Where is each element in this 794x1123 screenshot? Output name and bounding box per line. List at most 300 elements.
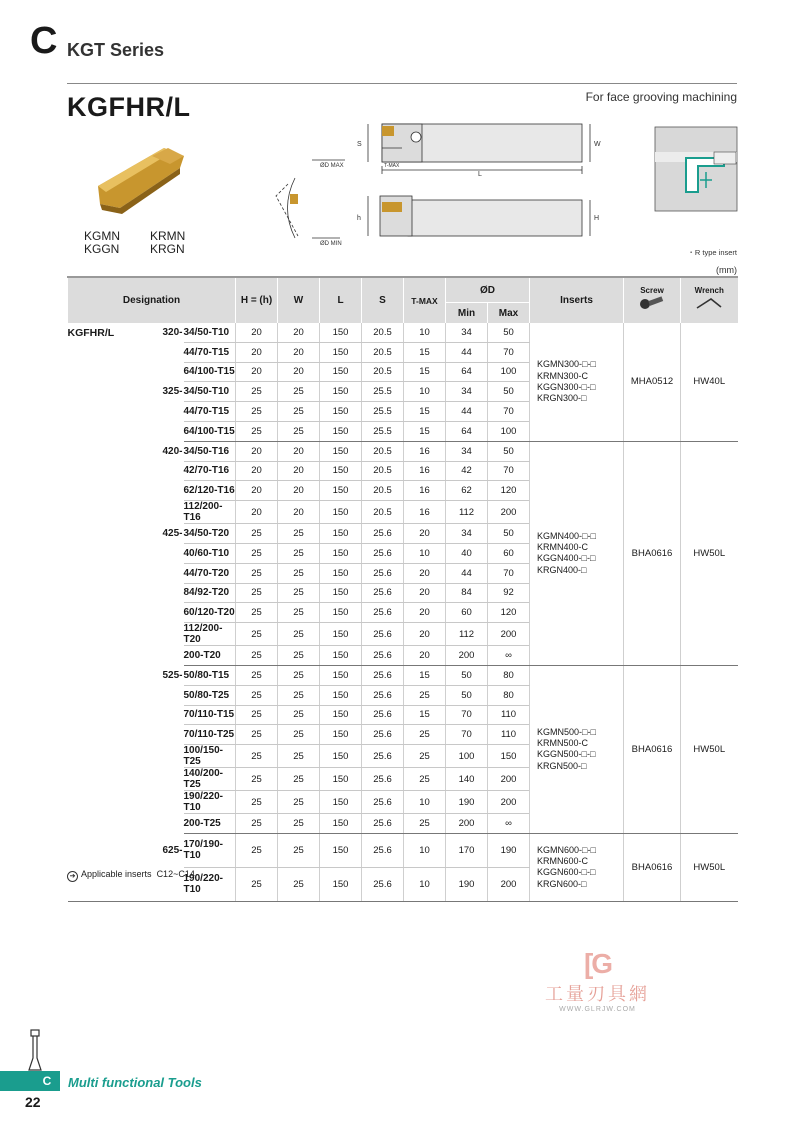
wrench-cell: HW50L [681, 441, 738, 665]
cell-tmax: 20 [404, 623, 446, 646]
cell-tmax: 25 [404, 725, 446, 745]
cell-tmax: 25 [404, 745, 446, 768]
designation-prefix [68, 402, 136, 422]
cell-od-min: 170 [446, 833, 488, 867]
cell-h: 25 [236, 543, 278, 563]
col-screw-label: Screw [640, 286, 664, 295]
dim-label-h: H [594, 215, 600, 222]
cell-od-min: 34 [446, 323, 488, 342]
cell-od-min: 100 [446, 745, 488, 768]
cell-w: 25 [278, 543, 320, 563]
cell-od-max: 110 [488, 705, 530, 725]
cell-od-max: 120 [488, 481, 530, 501]
cell-tmax: 20 [404, 563, 446, 583]
dim-label-h-small: h [357, 215, 361, 222]
cell-s: 25.6 [362, 791, 404, 814]
cell-od-max: 100 [488, 421, 530, 441]
cell-l: 150 [320, 402, 362, 422]
insert-code: KRMN500-C [537, 738, 589, 749]
designation-size: 325- [162, 386, 183, 398]
cell-od-max: 70 [488, 342, 530, 362]
cell-w: 25 [278, 402, 320, 422]
insert-code: KRGN400-□ [537, 564, 587, 575]
cell-l: 150 [320, 441, 362, 461]
cell-h: 25 [236, 603, 278, 623]
cell-od-min: 112 [446, 501, 488, 524]
cell-s: 20.5 [362, 441, 404, 461]
cell-l: 150 [320, 501, 362, 524]
cell-h: 25 [236, 791, 278, 814]
designation-size [136, 725, 184, 745]
designation-size [136, 745, 184, 768]
inserts-cell [530, 441, 624, 665]
header-rule [67, 83, 737, 84]
designation-size [136, 791, 184, 814]
cell-od-min: 112 [446, 623, 488, 646]
insert-illustration-icon [92, 138, 192, 218]
cell-od-max: 70 [488, 563, 530, 583]
cell-l: 150 [320, 323, 362, 342]
section-tab-letter: C [42, 1074, 52, 1088]
footnote-text: Applicable inserts [81, 869, 152, 879]
insert-code: KGMN300-□-□ [537, 359, 596, 370]
inserts-cell [530, 323, 624, 441]
cell-w: 20 [278, 501, 320, 524]
cell-od-min: 44 [446, 342, 488, 362]
screw-cell: BHA0616 [624, 665, 681, 833]
cell-tmax: 20 [404, 646, 446, 666]
cell-h: 20 [236, 362, 278, 382]
cell-od-max: 50 [488, 382, 530, 402]
watermark-url: WWW.GLRJW.COM [559, 1006, 636, 1013]
cell-s: 25.6 [362, 583, 404, 603]
designation-prefix [68, 342, 136, 362]
cell-tmax: 16 [404, 461, 446, 481]
cell-tmax: 20 [404, 524, 446, 544]
cell-h: 25 [236, 665, 278, 685]
product-subtitle: For face grooving machining [585, 90, 737, 104]
cell-s: 25.5 [362, 421, 404, 441]
cell-h: 20 [236, 461, 278, 481]
designation-code: 112/200-T20 [184, 623, 236, 646]
insert-code: KGGN400-□-□ [537, 553, 596, 564]
cell-tmax: 16 [404, 481, 446, 501]
cell-h: 25 [236, 583, 278, 603]
col-h: H = (h) [236, 277, 278, 323]
unit-label: (mm) [716, 265, 737, 275]
cell-tmax: 25 [404, 814, 446, 834]
designation-prefix [68, 583, 136, 603]
cell-h: 25 [236, 563, 278, 583]
designation-code: 170/190-T10 [184, 833, 236, 867]
cell-h: 25 [236, 646, 278, 666]
cell-w: 25 [278, 665, 320, 685]
inserts-cell [530, 665, 624, 833]
cell-od-min: 84 [446, 583, 488, 603]
designation-prefix [68, 646, 136, 666]
designation-size [136, 685, 184, 705]
designation-size: 425- [162, 528, 183, 540]
cell-h: 25 [236, 725, 278, 745]
cell-w: 25 [278, 833, 320, 867]
designation-prefix [68, 705, 136, 725]
cell-w: 25 [278, 563, 320, 583]
col-designation: Designation [68, 277, 236, 323]
designation-code: 200-T25 [184, 814, 236, 834]
col-screw [624, 277, 681, 323]
cell-od-min: 200 [446, 814, 488, 834]
cell-s: 20.5 [362, 461, 404, 481]
designation-prefix [68, 563, 136, 583]
cell-l: 150 [320, 481, 362, 501]
insert-code: KGMN600-□-□ [537, 844, 596, 855]
cell-od-min: 64 [446, 362, 488, 382]
designation-prefix [68, 665, 136, 685]
cell-tmax: 10 [404, 382, 446, 402]
cell-od-min: 34 [446, 524, 488, 544]
designation-prefix [68, 501, 136, 524]
cell-od-min: 44 [446, 402, 488, 422]
designation-size [136, 705, 184, 725]
cell-h: 20 [236, 342, 278, 362]
cell-h: 25 [236, 402, 278, 422]
designation-size [136, 583, 184, 603]
cell-tmax: 15 [404, 362, 446, 382]
holder-drawing [240, 118, 610, 248]
cell-w: 20 [278, 481, 320, 501]
designation-prefix [68, 481, 136, 501]
insert-type-krgn: KRGN [150, 242, 185, 256]
cell-od-min: 34 [446, 441, 488, 461]
cell-l: 150 [320, 833, 362, 867]
cell-od-min: 70 [446, 725, 488, 745]
cell-tmax: 15 [404, 342, 446, 362]
footer-category: Multi functional Tools [68, 1075, 202, 1090]
cell-w: 25 [278, 768, 320, 791]
designation-size [136, 402, 184, 422]
cell-l: 150 [320, 725, 362, 745]
cell-s: 25.5 [362, 402, 404, 422]
insert-code: KRGN500-□ [537, 760, 587, 771]
designation-prefix [68, 685, 136, 705]
cell-s: 25.6 [362, 563, 404, 583]
designation-code: 64/100-T15 [184, 362, 236, 382]
cell-h: 20 [236, 501, 278, 524]
cell-w: 25 [278, 705, 320, 725]
cell-s: 25.6 [362, 543, 404, 563]
series-name: KGT Series [67, 40, 165, 60]
cell-l: 150 [320, 563, 362, 583]
insert-type-krmn: KRMN [150, 229, 186, 243]
col-od: ØD [446, 277, 530, 303]
cell-tmax: 25 [404, 768, 446, 791]
designation-prefix [68, 603, 136, 623]
cell-s: 25.6 [362, 814, 404, 834]
cell-w: 20 [278, 461, 320, 481]
designation-code: 140/200-T25 [184, 768, 236, 791]
cell-od-max: ∞ [488, 646, 530, 666]
cell-h: 25 [236, 867, 278, 901]
cell-s: 20.5 [362, 481, 404, 501]
cell-od-max: 200 [488, 768, 530, 791]
arrow-circle-icon: ➔ [67, 871, 78, 882]
designation-prefix [68, 814, 136, 834]
cell-l: 150 [320, 382, 362, 402]
cell-l: 150 [320, 814, 362, 834]
cell-w: 20 [278, 362, 320, 382]
cell-tmax: 20 [404, 583, 446, 603]
cell-od-min: 190 [446, 867, 488, 901]
cell-tmax: 25 [404, 685, 446, 705]
insert-code: KGMN500-□-□ [537, 726, 596, 737]
cell-od-max: ∞ [488, 814, 530, 834]
insert-code: KRMN400-C [537, 542, 589, 553]
watermark-logo: [G [583, 948, 612, 979]
cell-l: 150 [320, 745, 362, 768]
cell-h: 20 [236, 441, 278, 461]
cell-tmax: 10 [404, 543, 446, 563]
cell-s: 25.6 [362, 524, 404, 544]
section-tab [0, 1071, 60, 1091]
cell-od-max: 50 [488, 323, 530, 342]
designation-prefix [68, 382, 136, 402]
designation-code: 44/70-T20 [184, 563, 236, 583]
cell-od-max: 110 [488, 725, 530, 745]
designation-prefix [68, 421, 136, 441]
section-letter: C [30, 20, 58, 62]
cell-s: 25.6 [362, 603, 404, 623]
cell-w: 25 [278, 603, 320, 623]
designation-prefix [68, 524, 136, 544]
cell-od-min: 44 [446, 563, 488, 583]
cell-od-min: 62 [446, 481, 488, 501]
cell-h: 20 [236, 481, 278, 501]
cell-w: 25 [278, 725, 320, 745]
cell-tmax: 15 [404, 402, 446, 422]
cell-od-max: 50 [488, 441, 530, 461]
designation-size: 320- [162, 327, 183, 339]
cell-h: 25 [236, 382, 278, 402]
designation-size [136, 461, 184, 481]
designation-prefix [68, 791, 136, 814]
designation-code: 190/220-T10 [184, 867, 236, 901]
cell-l: 150 [320, 685, 362, 705]
watermark [530, 948, 665, 1013]
r-type-note: ・R type insert [687, 248, 737, 257]
insert-code: KRMN300-C [537, 370, 589, 381]
designation-code: 44/70-T15 [184, 402, 236, 422]
cell-od-max: 120 [488, 603, 530, 623]
cell-od-min: 64 [446, 421, 488, 441]
designation-code: 34/50-T10 [184, 323, 236, 342]
cell-od-min: 40 [446, 543, 488, 563]
cell-s: 25.6 [362, 768, 404, 791]
insert-code: KGGN500-□-□ [537, 749, 596, 760]
cell-l: 150 [320, 342, 362, 362]
dim-label-dmax: ØD MAX [320, 163, 344, 169]
designation-size [136, 543, 184, 563]
insert-code: KRMN600-C [537, 856, 589, 867]
cell-s: 25.6 [362, 623, 404, 646]
designation-code: 70/110-T25 [184, 725, 236, 745]
cell-l: 150 [320, 646, 362, 666]
cell-w: 20 [278, 441, 320, 461]
insert-type-kggn: KGGN [84, 242, 120, 256]
cell-tmax: 16 [404, 501, 446, 524]
cell-w: 25 [278, 745, 320, 768]
designation-size [136, 563, 184, 583]
designation-code: 50/80-T25 [184, 685, 236, 705]
cell-s: 25.6 [362, 833, 404, 867]
cell-w: 25 [278, 814, 320, 834]
cell-l: 150 [320, 623, 362, 646]
cell-s: 20.5 [362, 362, 404, 382]
table-row [68, 441, 738, 461]
cell-tmax: 15 [404, 665, 446, 685]
spec-table-body [68, 323, 738, 901]
cell-h: 25 [236, 745, 278, 768]
designation-code: 70/110-T15 [184, 705, 236, 725]
col-od-max: Max [488, 303, 530, 324]
designation-size [136, 501, 184, 524]
designation-size: 625- [162, 844, 183, 856]
designation-code: 34/50-T10 [184, 382, 236, 402]
cell-l: 150 [320, 421, 362, 441]
cell-od-max: 80 [488, 665, 530, 685]
designation-size [136, 342, 184, 362]
col-wrench [681, 277, 738, 323]
cell-w: 25 [278, 685, 320, 705]
cell-od-max: 70 [488, 461, 530, 481]
cell-tmax: 10 [404, 791, 446, 814]
designation-size [136, 646, 184, 666]
screw-icon [638, 295, 666, 311]
cell-h: 25 [236, 768, 278, 791]
col-l: L [320, 277, 362, 323]
cell-od-min: 50 [446, 665, 488, 685]
designation-prefix [68, 441, 136, 461]
cell-l: 150 [320, 524, 362, 544]
designation-size [136, 362, 184, 382]
applicable-inserts-note [67, 869, 195, 882]
col-tmax: T-MAX [404, 277, 446, 323]
designation-code: 34/50-T16 [184, 441, 236, 461]
cell-w: 25 [278, 623, 320, 646]
col-w: W [278, 277, 320, 323]
designation-prefix: KGFHR/L [67, 326, 115, 339]
wrench-icon [695, 295, 723, 311]
cell-od-max: 200 [488, 623, 530, 646]
cell-w: 25 [278, 867, 320, 901]
insert-code: KGMN400-□-□ [537, 530, 596, 541]
designation-code: 64/100-T15 [184, 421, 236, 441]
cell-l: 150 [320, 867, 362, 901]
designation-prefix [68, 543, 136, 563]
screw-cell: BHA0616 [624, 441, 681, 665]
dim-label-tmax: T-MAX [384, 163, 400, 169]
cell-tmax: 15 [404, 705, 446, 725]
designation-code: 62/120-T16 [184, 481, 236, 501]
cell-l: 150 [320, 791, 362, 814]
cell-od-max: 80 [488, 685, 530, 705]
cell-w: 20 [278, 323, 320, 342]
cell-l: 150 [320, 768, 362, 791]
cell-w: 20 [278, 342, 320, 362]
designation-code: 42/70-T16 [184, 461, 236, 481]
application-sketch [654, 126, 738, 212]
designation-prefix [68, 745, 136, 768]
cell-h: 25 [236, 705, 278, 725]
designation-code: 84/92-T20 [184, 583, 236, 603]
designation-size [136, 814, 184, 834]
designation-code: 100/150-T25 [184, 745, 236, 768]
cell-l: 150 [320, 362, 362, 382]
cell-w: 25 [278, 583, 320, 603]
designation-code: 34/50-T20 [184, 524, 236, 544]
cell-s: 20.5 [362, 501, 404, 524]
wrench-cell: HW50L [681, 833, 738, 901]
dim-label-s: S [357, 141, 362, 148]
wrench-cell: HW40L [681, 323, 738, 441]
cell-h: 25 [236, 814, 278, 834]
tool-silhouette-icon [25, 1028, 45, 1072]
cell-tmax: 16 [404, 441, 446, 461]
dim-label-w: W [594, 141, 601, 148]
cell-h: 20 [236, 323, 278, 342]
cell-od-max: 60 [488, 543, 530, 563]
insert-code: KRGN300-□ [537, 393, 587, 404]
cell-l: 150 [320, 665, 362, 685]
cell-od-max: 50 [488, 524, 530, 544]
cell-od-min: 140 [446, 768, 488, 791]
cell-s: 25.6 [362, 665, 404, 685]
col-s: S [362, 277, 404, 323]
cell-l: 150 [320, 543, 362, 563]
cell-s: 25.6 [362, 867, 404, 901]
cell-od-max: 200 [488, 791, 530, 814]
cell-l: 150 [320, 705, 362, 725]
cell-w: 25 [278, 382, 320, 402]
designation-code: 44/70-T15 [184, 342, 236, 362]
insert-code: KGGN300-□-□ [537, 381, 596, 392]
cell-od-min: 70 [446, 705, 488, 725]
spec-table [67, 276, 738, 902]
inserts-cell [530, 833, 624, 901]
cell-od-max: 190 [488, 833, 530, 867]
cell-tmax: 15 [404, 421, 446, 441]
insert-type-kgmn: KGMN [84, 229, 120, 243]
cell-h: 25 [236, 685, 278, 705]
designation-size: 525- [162, 669, 183, 681]
cell-od-max: 92 [488, 583, 530, 603]
cell-od-min: 42 [446, 461, 488, 481]
designation-prefix [68, 833, 136, 867]
cell-tmax: 10 [404, 323, 446, 342]
cell-w: 25 [278, 646, 320, 666]
product-title: KGFHR/L [67, 92, 191, 122]
cell-s: 25.6 [362, 685, 404, 705]
col-inserts: Inserts [530, 277, 624, 323]
designation-prefix [68, 725, 136, 745]
cell-tmax: 10 [404, 833, 446, 867]
cell-l: 150 [320, 461, 362, 481]
cell-s: 25.5 [362, 382, 404, 402]
designation-size [136, 481, 184, 501]
cell-od-max: 70 [488, 402, 530, 422]
dim-label-dmin: ØD MIN [320, 241, 342, 247]
dim-label-l: L [478, 171, 482, 178]
cell-h: 25 [236, 421, 278, 441]
